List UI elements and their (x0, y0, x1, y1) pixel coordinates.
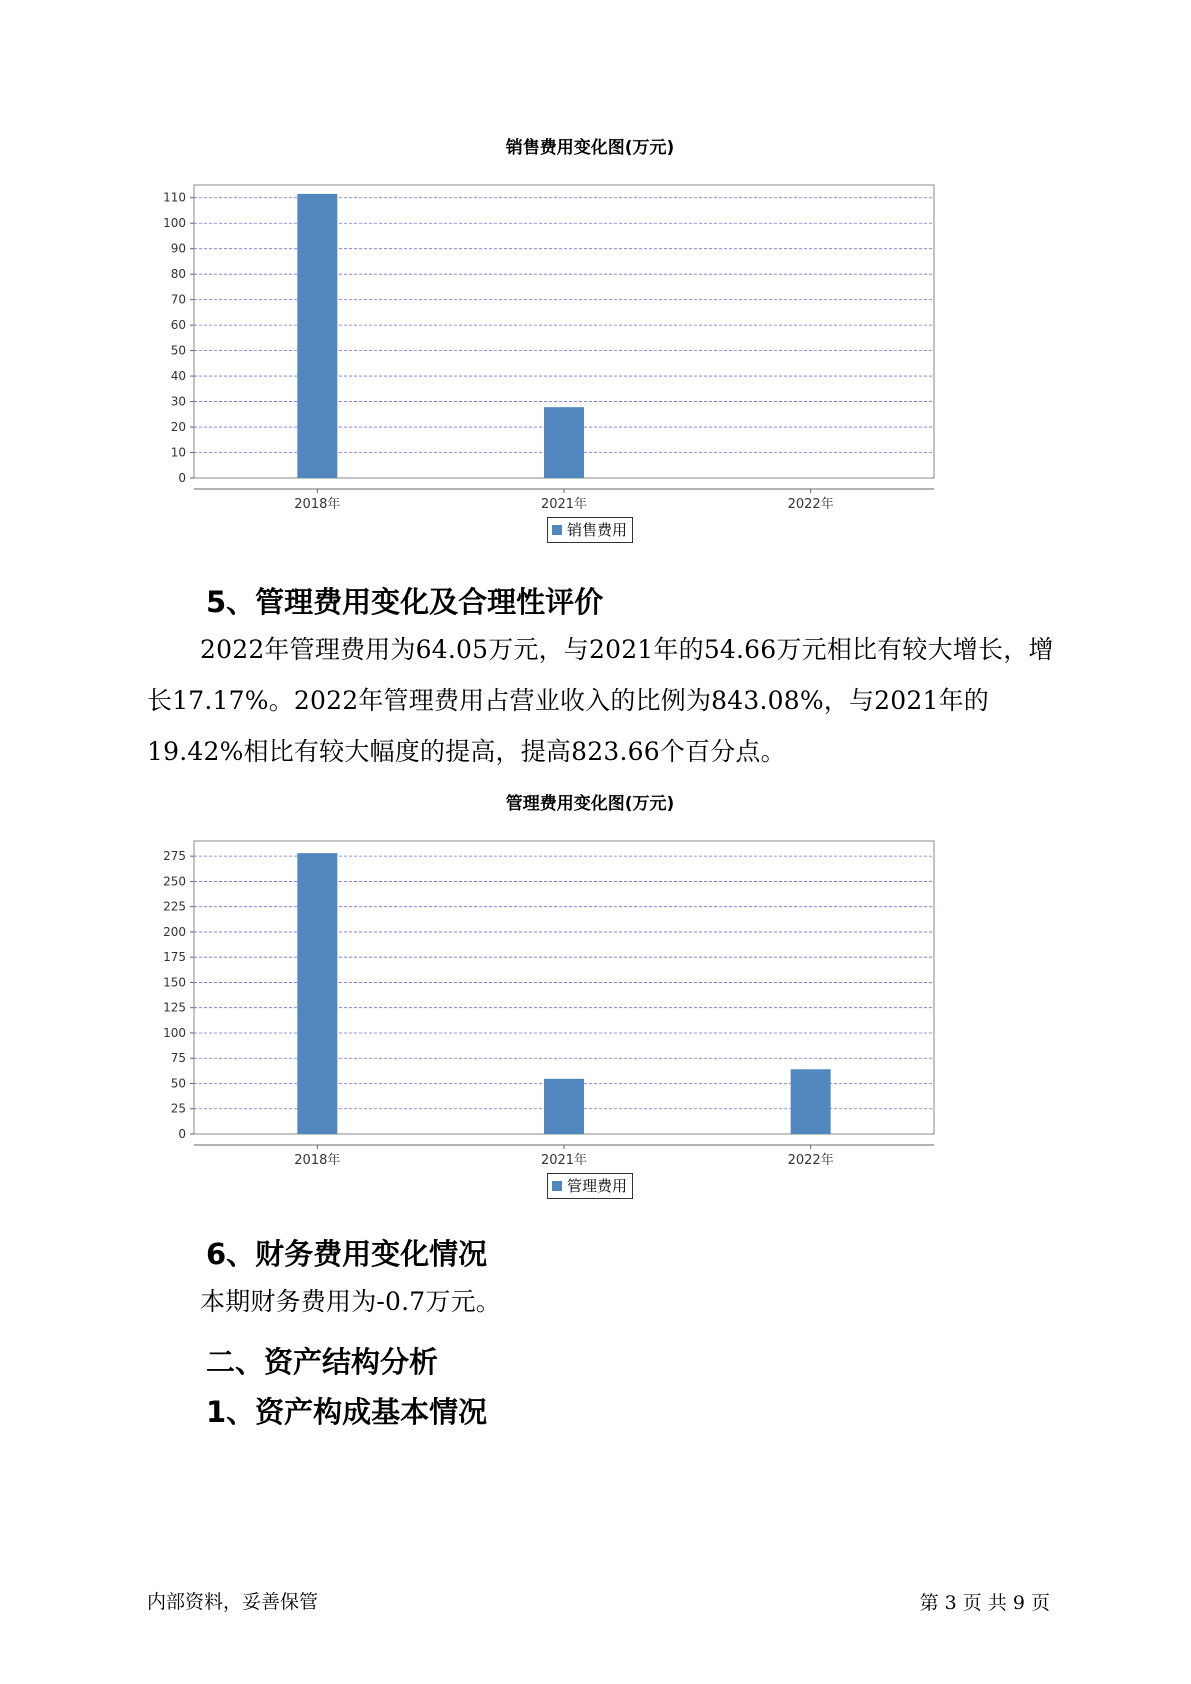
bar (297, 853, 337, 1134)
body-paragraph: 2022年管理费用为64.05万元，与2021年的54.66万元相比有较大增长，增长17.17%。2022年管理费用占营业收入的比例为843.08%，与2021年的19.42%相比有较大幅度的提高，提高823.66个百分点。 (147, 635, 1054, 766)
y-tick-label: 250 (163, 874, 186, 889)
y-tick-label: 150 (163, 975, 186, 990)
y-tick-label: 25 (170, 1101, 186, 1116)
section-heading: 二、资产结构分析 (206, 1345, 439, 1379)
footer-page-number: 第 3 页 共 9 页 (919, 1592, 1050, 1614)
sales-expense-chart (150, 133, 1030, 553)
x-tick-label: 2021年 (540, 1153, 588, 1168)
y-tick-label: 275 (163, 849, 186, 864)
chart-legend (547, 517, 633, 543)
admin-expense-chart (150, 789, 1030, 1209)
legend-swatch (552, 525, 562, 535)
y-tick-label: 125 (163, 1000, 186, 1015)
y-tick-label: 200 (163, 924, 186, 939)
legend-label: 销售费用 (566, 521, 628, 539)
section-heading: 5、管理费用变化及合理性评价 (206, 585, 604, 619)
bar (544, 1079, 584, 1134)
x-tick-label: 2018年 (294, 1153, 341, 1168)
x-tick-label: 2021年 (540, 497, 588, 512)
legend-label: 管理费用 (566, 1177, 628, 1195)
y-tick-label: 100 (163, 1025, 186, 1040)
y-tick-label: 100 (163, 216, 186, 231)
y-tick-label: 70 (170, 292, 186, 307)
bar (297, 194, 337, 478)
y-tick-label: 175 (163, 950, 186, 965)
y-tick-label: 225 (163, 899, 186, 914)
subsection-heading: 1、资产构成基本情况 (206, 1395, 488, 1429)
y-tick-label: 90 (170, 241, 186, 256)
chart-title: 管理费用变化图(万元) (505, 794, 675, 814)
chart-legend (547, 1173, 633, 1199)
bar (791, 1069, 831, 1134)
y-tick-label: 0 (178, 1127, 186, 1141)
x-tick-label: 2022年 (787, 497, 834, 512)
footer-confidential-note: 内部资料，妥善保管 (147, 1591, 319, 1613)
section-heading: 6、财务费用变化情况 (206, 1237, 488, 1271)
x-tick-label: 2022年 (787, 1153, 834, 1168)
y-tick-label: 75 (170, 1051, 186, 1066)
y-tick-label: 50 (170, 1076, 186, 1091)
chart-plot (150, 133, 1030, 553)
y-tick-label: 80 (170, 267, 186, 282)
legend-swatch (552, 1181, 562, 1191)
y-tick-label: 50 (170, 343, 186, 358)
y-tick-label: 40 (170, 369, 186, 384)
y-tick-label: 20 (170, 420, 186, 435)
chart-title: 销售费用变化图(万元) (505, 138, 675, 158)
chart-plot (150, 789, 1030, 1209)
y-tick-label: 110 (163, 190, 186, 205)
y-tick-label: 60 (170, 318, 186, 333)
bar (544, 407, 584, 478)
body-paragraph: 本期财务费用为-0.7万元。 (200, 1287, 502, 1316)
x-tick-label: 2018年 (294, 497, 341, 512)
y-tick-label: 0 (178, 471, 186, 485)
y-tick-label: 10 (170, 445, 186, 460)
y-tick-label: 30 (170, 394, 186, 409)
